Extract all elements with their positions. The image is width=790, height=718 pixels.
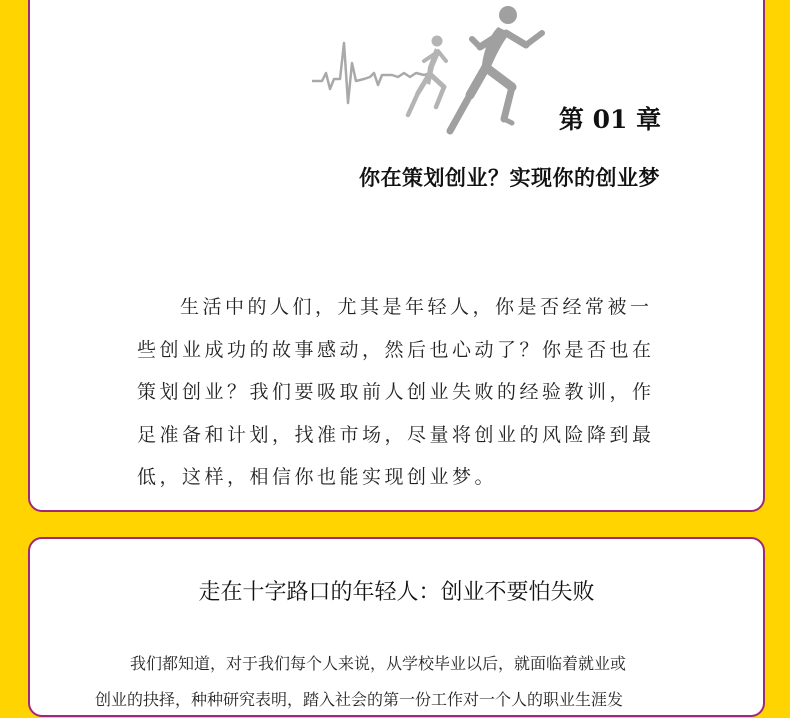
intro-line: 低，这样，相信你也能实现创业梦。 [137,466,498,488]
heartbeat-line [312,43,430,103]
chapter-title: 你在策划创业？实现你的创业梦 [359,165,660,190]
section-paragraph [95,646,735,718]
intro-line: 些创业成功的故事感动，然后也心动了？你是否也在 [137,338,655,361]
intro-paragraph [137,286,665,499]
runner-large [450,6,542,131]
running-figures-icon [312,3,548,147]
intro-line: 足准备和计划，找准市场，尽量将创业的风险降到最 [137,423,655,446]
section-title: 走在十字路口的年轻人：创业不要怕失败 [198,580,595,605]
intro-line: 策划创业？我们要吸取前人创业失败的经验教训，作 [137,381,655,403]
section-line: 创业的抉择，种种研究表明，踏入社会的第一份工作对一个人的职业生涯发 [95,690,624,709]
chapter-number: 第 01 章 [558,105,662,134]
section-line: 我们都知道，对于我们每个人来说，从学校毕业以后，就面临着就业或 [130,654,627,673]
intro-line: 生活中的人们，尤其是年轻人，你是否经常被一 [180,296,653,318]
